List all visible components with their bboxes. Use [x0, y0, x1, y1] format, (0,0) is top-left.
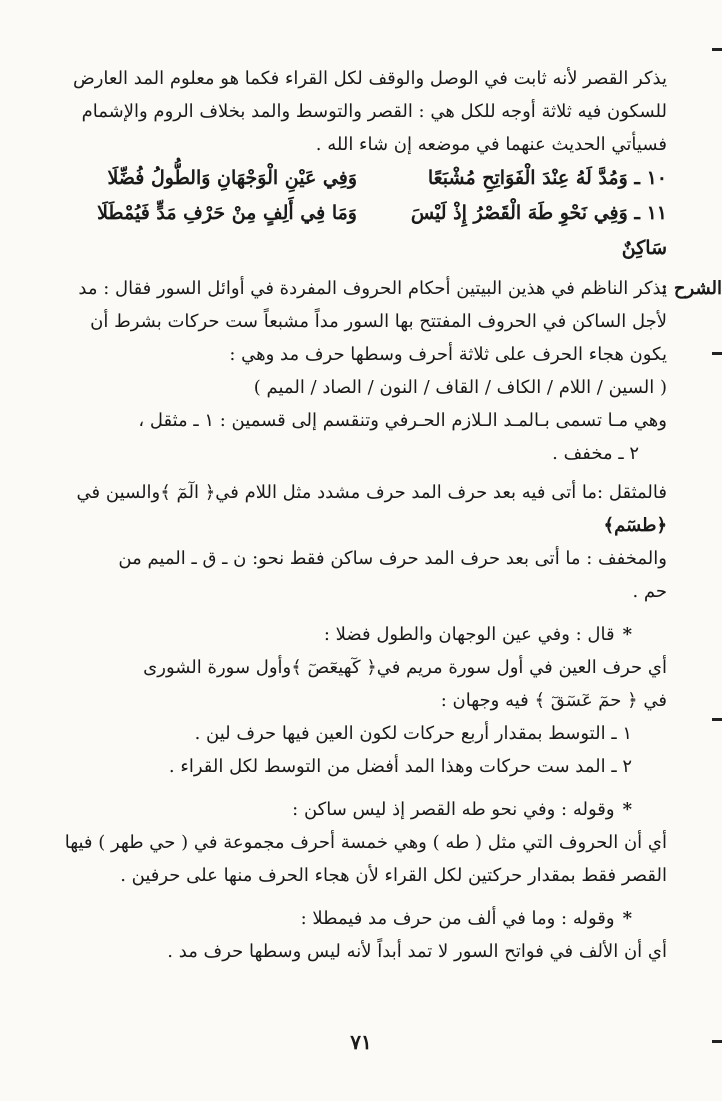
quote-title: *وقوله : وفي نحو طه القصر إذ ليس ساكن :: [292, 799, 632, 820]
page-number: ٧١: [350, 1030, 372, 1054]
verse-hemistich-second: وَفِي عَيْنِ الْوَجْهَانِ وَالطُّولُ فُضِّلَا: [107, 167, 357, 189]
text-line: لأجل الساكن في الحروف المفتتح بها السور مداً مشبعاً ست حركات بشرط أن: [90, 311, 667, 332]
quote-1: [55, 618, 667, 783]
page-body: [55, 62, 722, 1062]
intro-paragraph: [55, 62, 667, 161]
text-line: أي أن الحروف التي مثل ( طه ) وهي خمسة أحرف مجموعة في ( حي طهر ) فيها: [64, 832, 667, 853]
sharh-paragraph: [55, 272, 722, 371]
verse-11: [55, 196, 667, 266]
division-paragraph: [55, 404, 667, 470]
verses-block: [55, 161, 667, 266]
list-item: ٢ ـ المد ست حركات وهذا المد أفضل من التوسط لكل القراء .: [168, 756, 632, 777]
text-line: في ﴿ حمٓ عٓسٓقٓ ﴾ فيه وجهان :: [440, 690, 667, 711]
edge-mark-mid2: [712, 718, 722, 721]
quote-title: *قال : وفي عين الوجهان والطول فضلا :: [323, 624, 632, 645]
text-line: أي حرف العين في أول سورة مريم في﴿ كٓهيعٓصٓ ﴾وأول سورة الشورى: [143, 657, 667, 678]
asterisk-icon: *: [622, 908, 632, 929]
verse-hemistich-first: ١٠ ـ وَمُدَّ لَهُ عِنْدَ الْفَوَاتِحِ مُشْبَعًا: [427, 167, 667, 189]
verse-hemistich-second: وَمَا فِي أَلِفٍ مِنْ حَرْفِ مَدٍّ فَيُمْطَلَا: [97, 202, 357, 224]
verse-hemistich-first: ١١ ـ وَفِي نَحْوِ طَهَ الْقَصْرُ إِذْ لَيْسَ سَاكِنٌ: [410, 202, 667, 259]
verse-10: [55, 161, 667, 196]
text-line: يذكر الناظم في هذين البيتين أحكام الحروف المفردة في أوائل السور فقال : مد: [78, 278, 667, 299]
quote-3: [55, 902, 667, 968]
quote-2: [55, 793, 667, 892]
edge-mark-mid1: [712, 352, 722, 355]
quote-title: *وقوله : وما في ألف من حرف مد فيمطلا :: [300, 908, 632, 929]
text-line: للسكون فيه ثلاثة أوجه للكل هي : القصر والتوسط والمد بخلاف الروم والإشمام: [81, 101, 667, 122]
text-line: والمخفف : ما أتى بعد حرف المد حرف ساكن فقط نحو: ن ـ ق ـ الميم من: [118, 548, 667, 569]
text-line: وهي مـا تسمى بـالمـد الـلازم الحـرفي وتنقسم إلى قسمين : ١ ـ مثقل ،: [138, 410, 667, 431]
text-line: ٢ ـ مخفف .: [552, 443, 639, 464]
text-line: يكون هجاء الحرف على ثلاثة أحرف وسطها حرف مد وهي :: [229, 344, 667, 365]
text-line: أي أن الألف في فواتح السور لا تمد أبداً لأنه ليس وسطها حرف مد .: [167, 941, 667, 962]
text-line: فالمثقل :ما أتى فيه بعد حرف المد حرف مشدد مثل اللام في﴿ الٓمٓ ﴾والسين في: [76, 482, 667, 503]
letters-list: ( السين / اللام / الكاف / القاف / النون / الصاد / الميم ): [253, 377, 667, 398]
text-line: فسيأتي الحديث عنهما في موضعه إن شاء الله .: [315, 134, 667, 155]
list-item: ١ ـ التوسط بمقدار أربع حركات لكون العين فيها حرف لين .: [194, 723, 632, 744]
text-line: حم .: [632, 581, 667, 602]
asterisk-icon: *: [622, 799, 632, 820]
muthaqqal-paragraph: [55, 476, 667, 542]
text-line: ﴿طسٓم﴾: [603, 515, 667, 536]
text-line: القصر فقط بمقدار حركتين لكل القراء لأن هجاء الحرف منها على حرفين .: [120, 865, 667, 886]
asterisk-icon: *: [622, 624, 632, 645]
text-line: يذكر القصر لأنه ثابت في الوصل والوقف لكل القراء فكما هو معلوم المد العارض: [72, 68, 667, 89]
mukhaffaf-paragraph: [55, 542, 667, 608]
sharh-label: الشرح :: [660, 278, 722, 299]
edge-mark-top: [712, 48, 722, 51]
